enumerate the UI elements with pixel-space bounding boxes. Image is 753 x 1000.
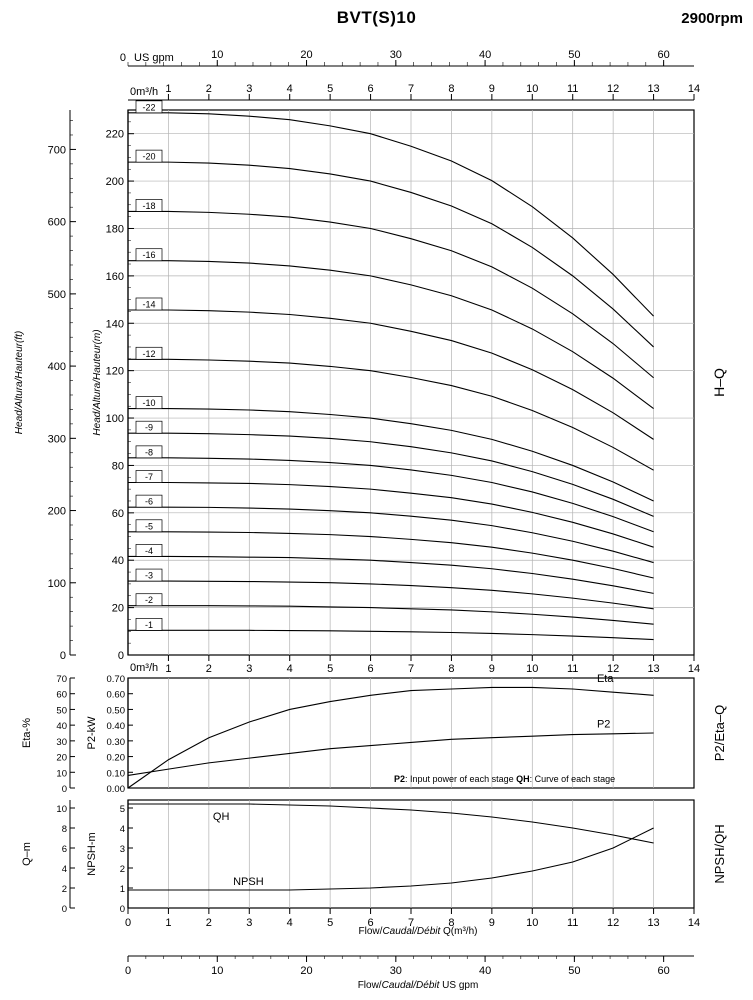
flow-axis-label-m3h: Flow/Caudal/Débit Q(m³/h) (358, 926, 478, 937)
npsh-curve-label: NPSH (233, 876, 264, 888)
bottom-m3h-tick-label: 4 (286, 663, 293, 675)
flow-m3h-tick-label: 8 (448, 917, 455, 929)
stage-label: -20 (142, 151, 156, 162)
top-m3h-tick-label: 12 (607, 83, 620, 95)
bottom-m3h-tick-label: 8 (448, 663, 455, 675)
flow-m3h-tick-label: 12 (607, 917, 620, 929)
head-m-tick-label: 60 (111, 507, 124, 520)
top-gpm-tick-label: 60 (657, 49, 670, 61)
p2-tick-label: 0.10 (106, 768, 125, 780)
stage-label: -12 (142, 348, 156, 359)
flow-m3h-tick-label: 10 (526, 917, 539, 929)
p2-tick-label: 0.00 (106, 784, 125, 795)
npsh-axis-label: NPSH-m (86, 832, 98, 876)
bottom-m3h-tick-label: 3 (246, 663, 253, 675)
p2-tick-label: 0.40 (106, 721, 125, 733)
top-gpm-tick-label: 30 (389, 49, 402, 61)
qm-tick-label: 8 (61, 824, 67, 835)
flow-m3h-tick-label: 14 (687, 917, 701, 929)
head-ft-tick-label: 300 (47, 433, 66, 446)
stage-label: -18 (142, 200, 156, 211)
npsh-tick-label: 1 (119, 884, 125, 895)
p2-tick-label: 0.50 (106, 705, 125, 717)
flow-m3h-tick-label: 6 (367, 917, 374, 929)
bottom-m3h-tick-label: 7 (407, 663, 415, 675)
stage-label: -4 (144, 545, 154, 556)
head-ft-tick-label: 600 (47, 216, 66, 229)
top-m3h-tick-label: 6 (367, 83, 374, 95)
p2-tick-label: 0.20 (106, 752, 125, 764)
eta-tick-label: 30 (56, 736, 67, 748)
bottom-m3h-tick-label: 13 (647, 663, 660, 675)
flow-m3h-tick-label: 13 (647, 917, 660, 929)
top-m3h-tick-label: 11 (567, 83, 579, 95)
bottom-m3h-unit-label: 0m³/h (130, 662, 159, 674)
top-gpm-tick-label: 50 (568, 49, 581, 61)
head-m-tick-label: 100 (105, 413, 124, 426)
stage-label: -3 (144, 570, 154, 581)
flow-m3h-tick-label: 2 (205, 917, 212, 929)
head-m-tick-label: 120 (105, 365, 124, 378)
top-m3h-tick-label: 3 (246, 83, 253, 95)
eta-tick-label: 0 (61, 784, 67, 795)
top-m3h-tick-label: 2 (205, 83, 212, 95)
npsh-tick-label: 5 (119, 804, 125, 815)
side-label-npsh-qh: NPSH/QH (712, 824, 727, 884)
top-m3h-tick-label: 7 (407, 83, 415, 95)
head-m-tick-label: 80 (111, 460, 124, 473)
flow-axis-label-gpm: Flow/Caudal/Débit US gpm (357, 980, 479, 991)
stage-label: -22 (142, 102, 156, 113)
head-m-tick-label: 140 (105, 318, 124, 331)
stage-label: -2 (144, 595, 154, 606)
qh-curve-label: QH (212, 811, 230, 823)
rpm-label: 2900rpm (681, 10, 743, 27)
top-m3h-tick-label: 8 (448, 83, 455, 95)
top-gpm-tick-label: 10 (211, 49, 224, 61)
qm-tick-label: 4 (61, 864, 67, 875)
bottom-m3h-tick-label: 2 (205, 663, 212, 675)
head-ft-tick-label: 0 (59, 650, 66, 662)
top-m3h-tick-label: 4 (286, 83, 293, 95)
page-title: BVT(S)10 (336, 8, 417, 27)
flow-gpm-tick-label: 60 (657, 965, 670, 977)
bottom-m3h-tick-label: 10 (526, 663, 539, 675)
flow-gpm-tick-label: 30 (389, 965, 402, 977)
qm-axis-label: Q–m (21, 842, 33, 866)
flow-m3h-tick-label: 1 (165, 917, 172, 929)
stage-label: -7 (144, 471, 154, 482)
eta-tick-label: 10 (56, 768, 67, 780)
qm-tick-label: 10 (56, 804, 67, 815)
head-m-axis-label: Head/Altura/Hauteur(m) (92, 329, 103, 436)
head-m-tick-label: 160 (105, 270, 124, 283)
head-m-tick-label: 220 (105, 128, 124, 141)
head-m-tick-label: 20 (111, 602, 124, 615)
flow-m3h-tick-label: 5 (327, 917, 334, 929)
flow-m3h-tick-label: 9 (488, 917, 495, 929)
npsh-tick-label: 4 (119, 824, 125, 835)
flow-gpm-tick-label: 10 (211, 965, 224, 977)
head-m-tick-label: 200 (105, 176, 124, 189)
head-m-tick-label: 40 (111, 555, 124, 568)
top-gpm-tick-label: 40 (478, 49, 492, 61)
bottom-m3h-tick-label: 14 (687, 663, 701, 675)
qm-tick-label: 0 (61, 904, 67, 915)
qm-tick-label: 2 (61, 884, 67, 895)
stage-label: -16 (142, 250, 156, 261)
flow-gpm-tick-label: 20 (300, 965, 313, 977)
p2-qh-note: P2: Input power of each stage QH: Curve of each stage (394, 774, 616, 784)
eta-curve-label: Eta (596, 673, 614, 685)
head-ft-axis-label: Head/Altura/Hauteur(ft) (14, 330, 25, 435)
side-label-hq: H–Q (711, 368, 727, 397)
stage-label: -5 (144, 521, 154, 532)
flow-m3h-tick-label: 3 (246, 917, 253, 929)
bottom-m3h-tick-label: 5 (327, 663, 334, 675)
head-ft-tick-label: 400 (47, 361, 66, 374)
bottom-m3h-tick-label: 12 (607, 663, 620, 675)
p2-tick-label: 0.60 (106, 689, 125, 701)
top-m3h-tick-label: 1 (165, 83, 172, 95)
p2-tick-label: 0.30 (106, 736, 125, 748)
stage-label: -9 (144, 422, 154, 433)
bottom-m3h-tick-label: 11 (567, 663, 579, 675)
head-m-tick-label: 0 (117, 650, 124, 662)
eta-tick-label: 60 (56, 689, 67, 701)
top-gpm-zero-label: 0 (119, 52, 126, 64)
eta-axis-label: Eta-% (21, 718, 33, 748)
stage-label: -8 (144, 447, 154, 458)
bottom-m3h-tick-label: 9 (488, 663, 495, 675)
head-ft-tick-label: 100 (47, 577, 66, 590)
stage-label: -10 (142, 398, 156, 409)
bottom-m3h-tick-label: 6 (367, 663, 374, 675)
eta-tick-label: 70 (56, 674, 67, 685)
p2-axis-label: P2-kW (86, 716, 98, 750)
eta-tick-label: 50 (56, 705, 67, 717)
qm-tick-label: 6 (61, 844, 67, 855)
stage-label: -1 (144, 619, 154, 630)
flow-m3h-tick-label: 11 (567, 917, 579, 929)
stage-label: -6 (144, 496, 154, 507)
top-m3h-tick-label: 5 (327, 83, 334, 95)
flow-gpm-tick-label: 40 (478, 965, 492, 977)
head-ft-tick-label: 700 (47, 144, 66, 157)
head-m-tick-label: 180 (105, 223, 124, 236)
top-m3h-tick-label: 9 (488, 83, 495, 95)
p2-tick-label: 0.70 (106, 674, 125, 685)
npsh-tick-label: 0 (119, 904, 125, 915)
top-gpm-unit-label: US gpm (134, 52, 174, 64)
eta-tick-label: 20 (56, 752, 67, 764)
top-gpm-tick-label: 20 (300, 49, 313, 61)
flow-m3h-tick-label: 0 (124, 917, 132, 929)
flow-m3h-tick-label: 4 (286, 917, 293, 929)
top-m3h-tick-label: 14 (687, 83, 701, 95)
bottom-m3h-tick-label: 1 (165, 663, 172, 675)
flow-gpm-tick-label: 50 (568, 965, 581, 977)
top-m3h-unit-label: 0m³/h (130, 86, 159, 98)
side-label-p2-eta-q: P2/Eta–Q (712, 704, 727, 762)
top-m3h-tick-label: 10 (526, 83, 539, 95)
eta-tick-label: 40 (56, 721, 67, 733)
flow-gpm-tick-label: 0 (124, 965, 132, 977)
flow-m3h-tick-label: 7 (407, 917, 415, 929)
head-ft-tick-label: 200 (47, 505, 66, 518)
stage-label: -14 (142, 299, 156, 310)
top-m3h-tick-label: 13 (647, 83, 660, 95)
npsh-tick-label: 3 (119, 844, 125, 855)
p2-curve-label: P2 (596, 718, 611, 731)
head-ft-tick-label: 500 (47, 288, 66, 301)
npsh-tick-label: 2 (119, 864, 125, 875)
